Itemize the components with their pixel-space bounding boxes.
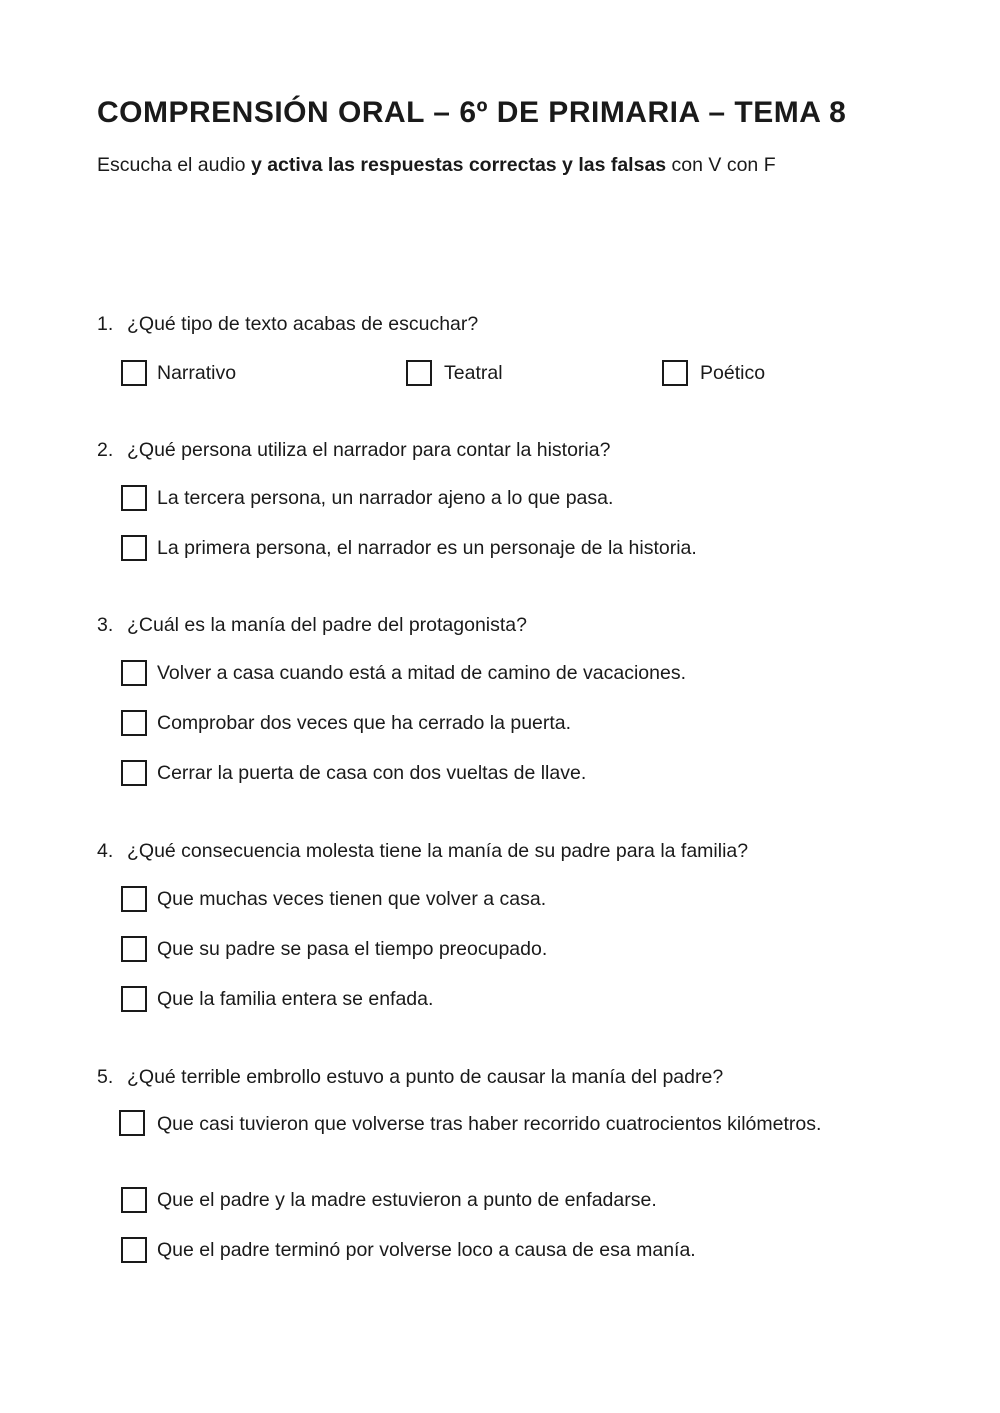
question-number: 5. bbox=[97, 1066, 114, 1088]
checkbox[interactable] bbox=[662, 360, 688, 386]
checkbox[interactable] bbox=[121, 485, 147, 511]
question-number: 2. bbox=[97, 439, 114, 461]
checkbox[interactable] bbox=[121, 710, 147, 736]
checkbox[interactable] bbox=[121, 660, 147, 686]
question-number: 4. bbox=[97, 840, 114, 862]
instructions-part-1: Escucha el audio bbox=[97, 154, 251, 176]
checkbox[interactable] bbox=[121, 986, 147, 1012]
question-text: ¿Qué persona utiliza el narrador para contar la historia? bbox=[127, 439, 611, 461]
option-label: Poético bbox=[700, 362, 766, 384]
question-1 bbox=[97, 313, 478, 336]
option-label: Que muchas veces tienen que volver a casa. bbox=[157, 888, 547, 910]
checkbox[interactable] bbox=[121, 360, 147, 386]
option-label: Narrativo bbox=[157, 362, 237, 384]
question-5 bbox=[97, 1066, 723, 1089]
checkbox[interactable] bbox=[121, 1237, 147, 1263]
question-number: 3. bbox=[97, 614, 114, 636]
question-number: 1. bbox=[97, 313, 114, 335]
option-label: Que el padre terminó por volverse loco a causa de esa manía. bbox=[157, 1239, 696, 1261]
option-label: Volver a casa cuando está a mitad de camino de vacaciones. bbox=[157, 662, 686, 684]
option-label: La primera persona, el narrador es un personaje de la historia. bbox=[157, 537, 697, 559]
checkbox[interactable] bbox=[406, 360, 432, 386]
question-text: ¿Qué consecuencia molesta tiene la manía de su padre para la familia? bbox=[127, 840, 749, 862]
question-3 bbox=[97, 614, 527, 637]
checkbox[interactable] bbox=[121, 886, 147, 912]
option-label: Que el padre y la madre estuvieron a punto de enfadarse. bbox=[157, 1189, 657, 1211]
checkbox[interactable] bbox=[121, 535, 147, 561]
option-label: Cerrar la puerta de casa con dos vueltas de llave. bbox=[157, 762, 587, 784]
checkbox[interactable] bbox=[121, 936, 147, 962]
question-text: ¿Cuál es la manía del padre del protagonista? bbox=[127, 614, 527, 636]
checkbox[interactable] bbox=[119, 1110, 145, 1136]
checkbox[interactable] bbox=[121, 1187, 147, 1213]
instructions-part-2: con V con F bbox=[666, 154, 776, 176]
option-label: Que su padre se pasa el tiempo preocupado. bbox=[157, 938, 548, 960]
question-text: ¿Qué terrible embrollo estuvo a punto de causar la manía del padre? bbox=[127, 1066, 724, 1088]
page-title: COMPRENSIÓN ORAL – 6º DE PRIMARIA – TEMA 8 bbox=[97, 96, 847, 129]
question-4 bbox=[97, 840, 748, 863]
option-label: Teatral bbox=[444, 362, 503, 384]
instructions-bold: y activa las respuestas correctas y las falsas bbox=[250, 154, 667, 176]
option-label: Comprobar dos veces que ha cerrado la puerta. bbox=[157, 712, 572, 734]
question-text: ¿Qué tipo de texto acabas de escuchar? bbox=[127, 313, 479, 335]
checkbox[interactable] bbox=[121, 760, 147, 786]
option-label: Que la familia entera se enfada. bbox=[157, 988, 434, 1010]
option-label: La tercera persona, un narrador ajeno a lo que pasa. bbox=[157, 487, 614, 509]
option-label: Que casi tuvieron que volverse tras haber recorrido cuatrocientos kilómetros. bbox=[157, 1113, 822, 1135]
question-2 bbox=[97, 439, 610, 462]
instructions bbox=[97, 154, 776, 177]
